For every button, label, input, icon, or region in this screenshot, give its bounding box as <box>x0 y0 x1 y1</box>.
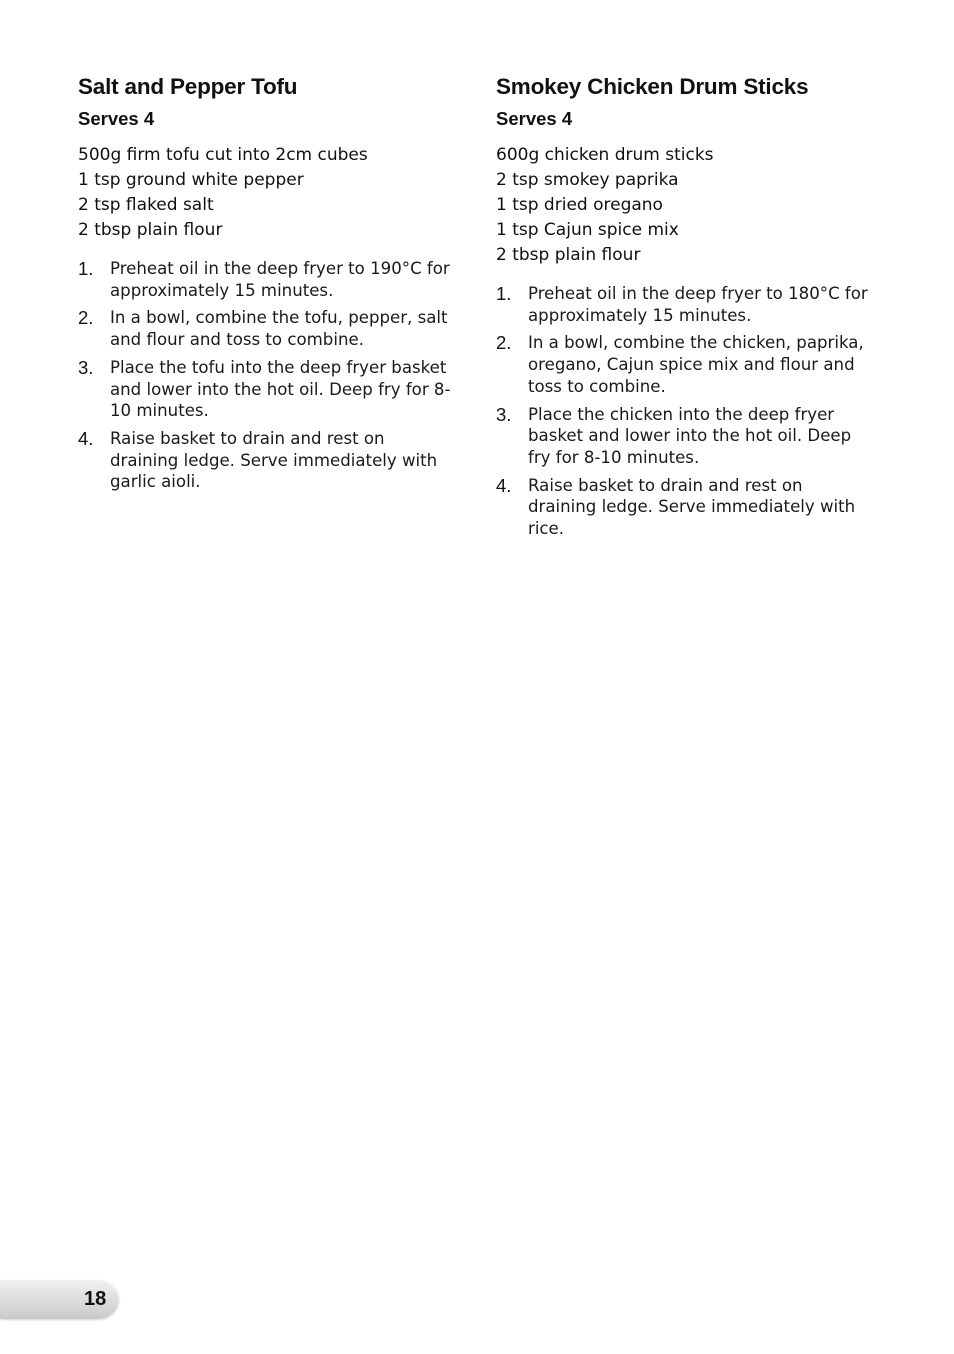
ingredient-list <box>78 143 458 243</box>
recipe-title: Smokey Chicken Drum Sticks <box>496 74 809 99</box>
recipe-serves: Serves 4 <box>496 108 573 129</box>
recipe-title: Salt and Pepper Tofu <box>78 74 298 99</box>
step-number: 1. <box>496 283 512 304</box>
method-steps <box>496 283 876 540</box>
ingredient-item: 2 tbsp plain flour <box>496 245 641 265</box>
method-step <box>496 404 876 469</box>
method-step <box>496 332 876 397</box>
ingredient-item: 600g chicken drum sticks <box>496 145 714 165</box>
recipe-serves: Serves 4 <box>78 108 155 129</box>
step-number: 2. <box>496 332 512 354</box>
ingredient-item: 500g firm tofu cut into 2cm cubes <box>78 145 368 165</box>
step-text: Raise basket to drain and rest on draining ledge. Serve immediately with garlic aioli. <box>110 428 438 492</box>
method-step <box>78 428 458 493</box>
step-text: Preheat oil in the deep fryer to 190°C for approximately 15 minutes. <box>110 259 450 300</box>
step-number: 4. <box>496 474 512 496</box>
ingredient-item: 1 tsp Cajun spice mix <box>496 220 679 240</box>
step-number: 4. <box>78 427 94 449</box>
page-number: 18 <box>84 1288 107 1310</box>
step-text: Place the tofu into the deep fryer basket and lower into the hot oil. Deep fry for 8-10 minutes. <box>110 357 451 421</box>
method-step <box>78 357 458 422</box>
ingredient-item: 1 tsp dried oregano <box>496 195 663 215</box>
step-text: Place the chicken into the deep fryer basket and lower into the hot oil. Deep fry for 8-10 minutes. <box>528 404 852 467</box>
step-number: 1. <box>78 258 94 279</box>
ingredient-item: 2 tsp flaked salt <box>78 195 214 215</box>
recipe-salt-and-pepper-tofu <box>78 72 458 499</box>
step-number: 2. <box>78 307 94 329</box>
step-text: In a bowl, combine the tofu, pepper, salt and flour and toss to combine. <box>110 308 448 350</box>
method-step <box>78 307 458 350</box>
recipe-smokey-chicken-drum-sticks <box>496 72 876 546</box>
step-text: Preheat oil in the deep fryer to 180°C for approximately 15 minutes. <box>528 284 868 325</box>
ingredient-item: 2 tsp smokey paprika <box>496 170 679 190</box>
method-step <box>496 475 876 540</box>
step-text: Raise basket to drain and rest on draining ledge. Serve immediately with rice. <box>528 475 856 539</box>
ingredient-item: 2 tbsp plain flour <box>78 220 223 240</box>
step-number: 3. <box>78 356 94 378</box>
step-number: 3. <box>496 403 512 425</box>
step-text: In a bowl, combine the chicken, paprika, oregano, Cajun spice mix and flour and toss to combine. <box>528 333 864 396</box>
ingredient-item: 1 tsp ground white pepper <box>78 170 304 190</box>
method-step <box>78 258 458 301</box>
method-step <box>496 283 876 326</box>
method-steps <box>78 258 458 493</box>
ingredient-list <box>496 143 876 268</box>
